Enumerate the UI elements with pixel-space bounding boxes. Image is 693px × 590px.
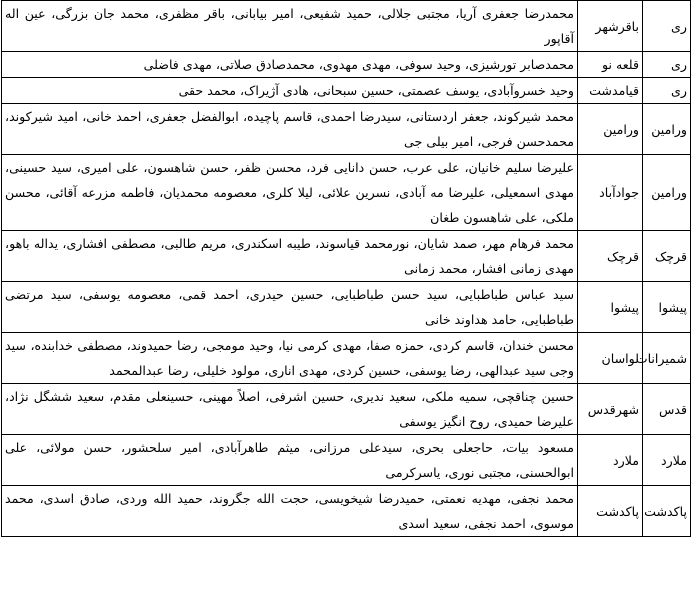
county-cell: ری <box>643 1 691 52</box>
county-cell: پیشوا <box>643 282 691 333</box>
county-cell: ملارد <box>643 435 691 486</box>
names-cell: علیرضا سلیم خانیان، علی عرب، حسن دانایی فرد، محسن ظفر، حسن شاهسون، علی امیری، سید حسینی، مهدی اسمعیلی، علیرضا مه آبادی، نسرین علائی، لیلا کلری، معصومه محمدیان، فاطمه مزرعه آقائی، محسن ملکی، علی شاهسون طغان <box>2 155 578 231</box>
table-row <box>2 282 691 333</box>
city-cell: باقرشهر <box>578 1 643 52</box>
county-cell: قدس <box>643 384 691 435</box>
city-cell: لواسان <box>578 333 643 384</box>
table-row <box>2 384 691 435</box>
table-row <box>2 435 691 486</box>
table-row <box>2 333 691 384</box>
table-row <box>2 104 691 155</box>
names-cell: حسین چناقچی، سمیه ملکی، سعید ندیری، حسین اشرفی، اصلاً مهینی، حسینعلی مقدم، سعید ششگل نژاد، علیرضا حمیدی، روح انگیز یوسفی <box>2 384 578 435</box>
names-cell: محمدصابر تورشیزی، وحید سوفی، مهدی مهدوی، محمدصادق صلاتی، مهدی فاضلی <box>2 52 578 78</box>
names-cell: محمد فرهام مهر، صمد شایان، نورمحمد قیاسوند، طیبه اسکندری، مریم طالبی، مصطفی افشاری، یداله باهو، مهدی زمانی افشار، محمد زمانی <box>2 231 578 282</box>
table-row <box>2 1 691 52</box>
names-cell: محمد نجفی، مهدیه نعمتی، حمیدرضا شیخویسی، حجت الله جگروند، حمید الله وردی، صادق اسدی، محمد موسوی، احمد نجفی، سعید اسدی <box>2 486 578 537</box>
table-row <box>2 486 691 537</box>
county-cell: شمیرانات <box>643 333 691 384</box>
names-cell: محمد شیرکوند، جعفر اردستانی، سیدرضا احمدی، قاسم پاچیده، ابوالفضل جعفری، احمد خانی، امید شیرکوند، محمدحسن فرجی، امیر بیلی جی <box>2 104 578 155</box>
county-cell: ری <box>643 52 691 78</box>
names-cell: سید عباس طباطبایی، سید حسن طباطبایی، حسین حیدری، احمد قمی، معصومه یوسفی، سید مرتضی طباطبایی، حامد هداوند خانی <box>2 282 578 333</box>
table-row <box>2 52 691 78</box>
names-cell: محمدرضا جعفری آریا، مجتبی جلالی، حمید شفیعی، امیر بیابانی، باقر مظفری، محمد جان بزرگی، عین اله آقاپور <box>2 1 578 52</box>
table-row <box>2 155 691 231</box>
table-row <box>2 78 691 104</box>
city-cell: قرچک <box>578 231 643 282</box>
city-cell: قلعه نو <box>578 52 643 78</box>
city-cell: ورامین <box>578 104 643 155</box>
city-cell: قیامدشت <box>578 78 643 104</box>
county-cell: ری <box>643 78 691 104</box>
table-body <box>2 1 691 537</box>
county-cell: ورامین <box>643 104 691 155</box>
names-cell: محسن خندان، قاسم کردی، حمزه صفا، مهدی کرمی نیا، وحید مومجی، رضا حمیدوند، مصطفی خدابنده، سید وجی سید عبدالهی، رضا یوسفی، حسین کردی، مهدی اناری، مولود خلیلی، رضا عبدالمحمد <box>2 333 578 384</box>
city-cell: جوادآباد <box>578 155 643 231</box>
table-row <box>2 231 691 282</box>
city-cell: پیشوا <box>578 282 643 333</box>
names-cell: وحید خسروآبادی، یوسف عصمتی، حسین سبحانی، هادی آژیراک، محمد حقی <box>2 78 578 104</box>
candidates-table <box>1 0 691 537</box>
city-cell: پاکدشت <box>578 486 643 537</box>
county-cell: قرچک <box>643 231 691 282</box>
names-cell: مسعود بیات، حاجعلی بحری، سیدعلی مرزانی، میثم طاهرآبادی، امیر سلحشور، حسن مولائی، علی ابوالحسنی، مجتبی نوری، یاسرکرمی <box>2 435 578 486</box>
city-cell: ملارد <box>578 435 643 486</box>
county-cell: ورامین <box>643 155 691 231</box>
city-cell: شهرقدس <box>578 384 643 435</box>
county-cell: پاکدشت <box>643 486 691 537</box>
